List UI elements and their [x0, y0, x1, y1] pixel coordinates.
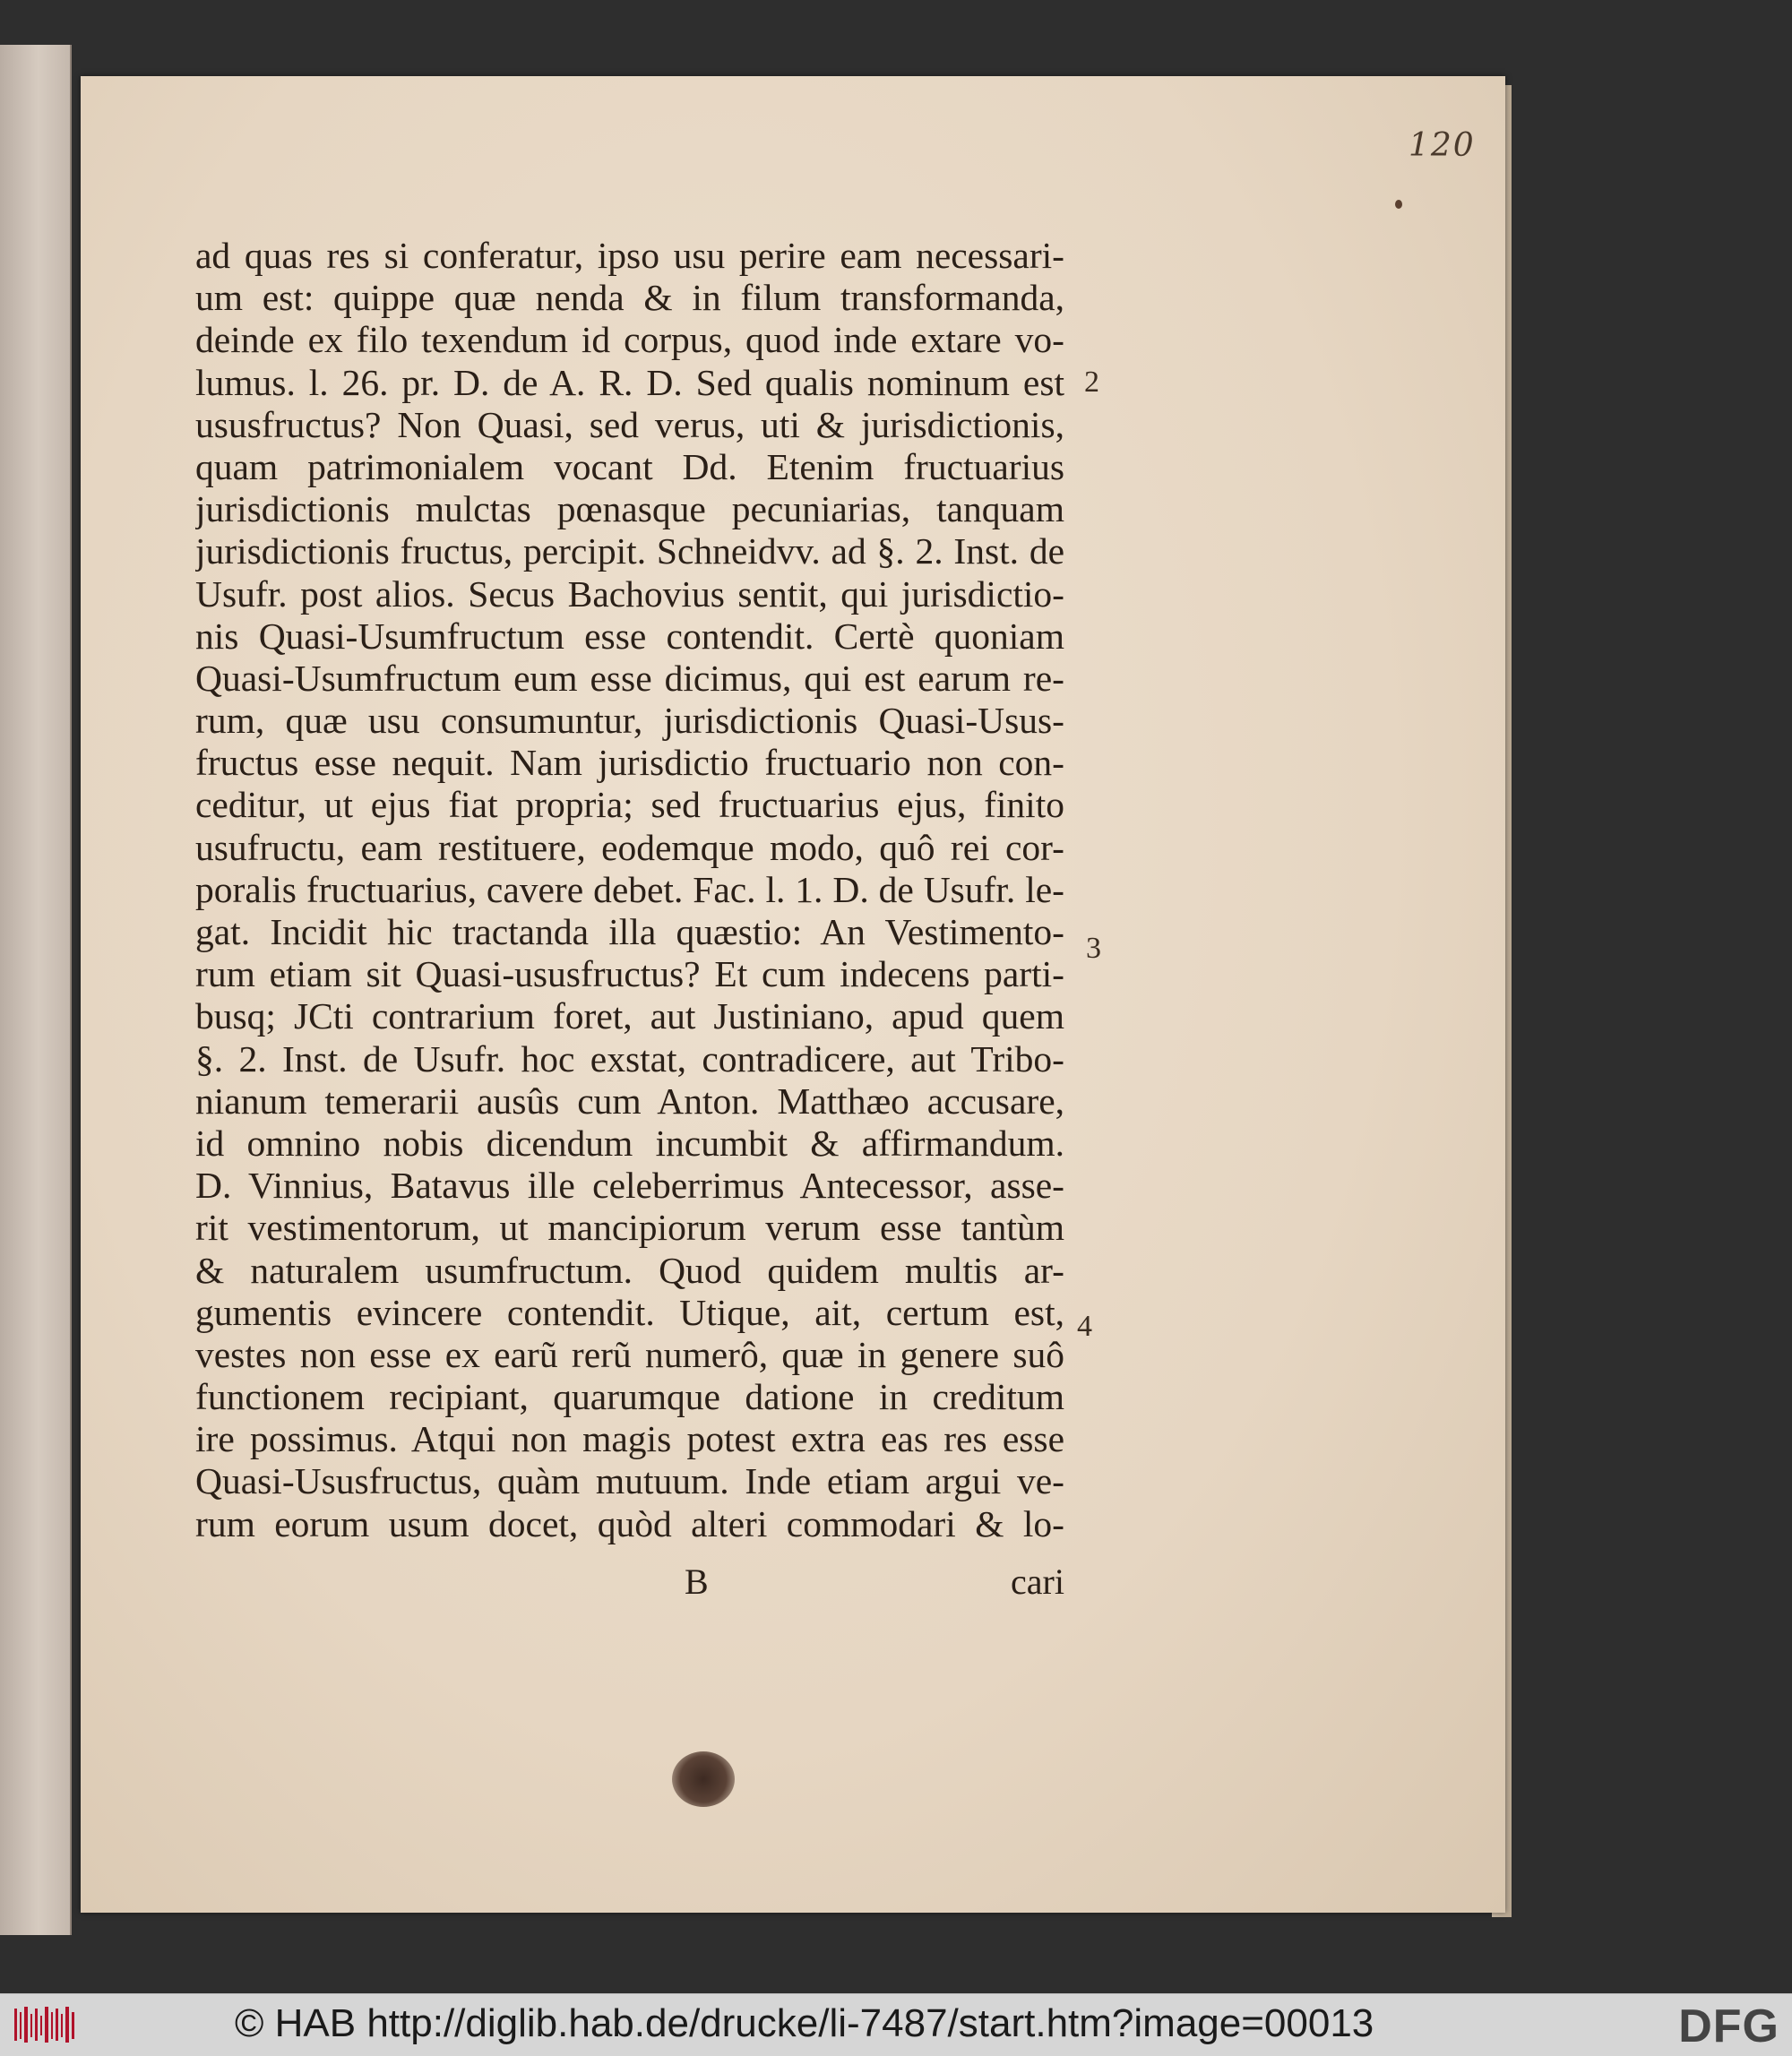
text-line: §. 2. Inst. de Usufr. hoc exstat, contradicere, aut Tribo-: [195, 1037, 1064, 1080]
page-footer-line: [195, 1561, 1064, 1602]
text-line: um est: quippe quæ nenda & in filum transformanda,: [195, 277, 1064, 319]
copyright-url: © HAB http://diglib.hab.de/drucke/li-7487/start.htm?image=00013: [235, 2001, 1374, 2045]
text-line: poralis fructuarius, cavere debet. Fac. l. 1. D. de Usufr. le-: [195, 868, 1064, 910]
text-line: D. Vinnius, Batavus ille celeberrimus Antecessor, asse-: [195, 1165, 1064, 1207]
text-line: id omnino nobis dicendum incumbit & affirmandum.: [195, 1122, 1064, 1164]
previous-page-edge: [0, 45, 72, 1935]
text-line: rum, quæ usu consumuntur, jurisdictionis Quasi-Usus-: [195, 700, 1064, 742]
viewer-footer: [0, 1993, 1792, 2056]
text-line: Usufr. post alios. Secus Bachovius sentit, qui jurisdictio-: [195, 572, 1064, 615]
barcode-icon: [13, 2003, 79, 2046]
text-line: Quasi-Ususfructus, quàm mutuum. Inde etiam argui ve-: [195, 1460, 1064, 1502]
text-line: & naturalem usumfructum. Quod quidem multis ar-: [195, 1249, 1064, 1291]
text-line: rum etiam sit Quasi-ususfructus? Et cum indecens parti-: [195, 953, 1064, 995]
text-line: ad quas res si conferatur, ipso usu perire eam necessari-: [195, 235, 1064, 276]
text-line: nianum temerarii ausûs cum Anton. Matthæo accusare,: [195, 1080, 1064, 1122]
text-line: gumentis evincere contendit. Utique, ait, certum est,: [195, 1291, 1064, 1333]
text-line: lumus. l. 26. pr. D. de A. R. D. Sed qualis nominum est: [195, 361, 1064, 403]
margin-number: 4: [1077, 1310, 1092, 1343]
text-line: quam patrimonialem vocant Dd. Etenim fructuarius: [195, 445, 1064, 487]
margin-number: 3: [1086, 932, 1101, 965]
catchword: cari: [1011, 1561, 1064, 1602]
ink-speck: [1395, 200, 1402, 209]
text-line: rum eorum usum docet, quòd alteri commodari & lo-: [195, 1502, 1064, 1544]
text-line: jurisdictionis fructus, percipit. Schneidvv. ad §. 2. Inst. de: [195, 530, 1064, 572]
text-line: nis Quasi-Usumfructum esse contendit. Certè quoniam: [195, 615, 1064, 657]
text-line: rit vestimentorum, ut mancipiorum verum esse tantùm: [195, 1207, 1064, 1249]
ink-stain: [672, 1751, 735, 1807]
text-line: usufructu, eam restituere, eodemque modo, quô rei cor-: [195, 826, 1064, 868]
text-line: ususfructus? Non Quasi, sed verus, uti & jurisdictionis,: [195, 403, 1064, 445]
text-line: functionem recipiant, quarumque datione in creditum: [195, 1376, 1064, 1418]
text-line: ceditur, ut ejus fiat propria; sed fructuarius ejus, finito: [195, 784, 1064, 826]
signature-mark: B: [685, 1561, 709, 1602]
text-line: gat. Incidit hic tractanda illa quæstio: An Vestimento-: [195, 911, 1064, 952]
text-line: Quasi-Usumfructum eum esse dicimus, qui est earum re-: [195, 657, 1064, 699]
text-line: busq; JCti contrarium foret, aut Justiniano, apud quem: [195, 995, 1064, 1037]
text-line: jurisdictionis mulctas pœnasque pecuniarias, tanquam: [195, 488, 1064, 530]
folio-number: 120: [1409, 127, 1476, 164]
text-line: ire possimus. Atqui non magis potest extra eas res esse: [195, 1418, 1064, 1460]
body-text: [195, 235, 1064, 1545]
dfg-logo: DFG: [1678, 2000, 1779, 2052]
text-line: vestes non esse ex earũ rerũ numerô, quæ in genere suô: [195, 1333, 1064, 1375]
text-line: fructus esse nequit. Nam jurisdictio fructuario non con-: [195, 742, 1064, 784]
margin-number: 2: [1084, 366, 1099, 399]
text-line: deinde ex filo texendum id corpus, quod inde extare vo-: [195, 319, 1064, 361]
